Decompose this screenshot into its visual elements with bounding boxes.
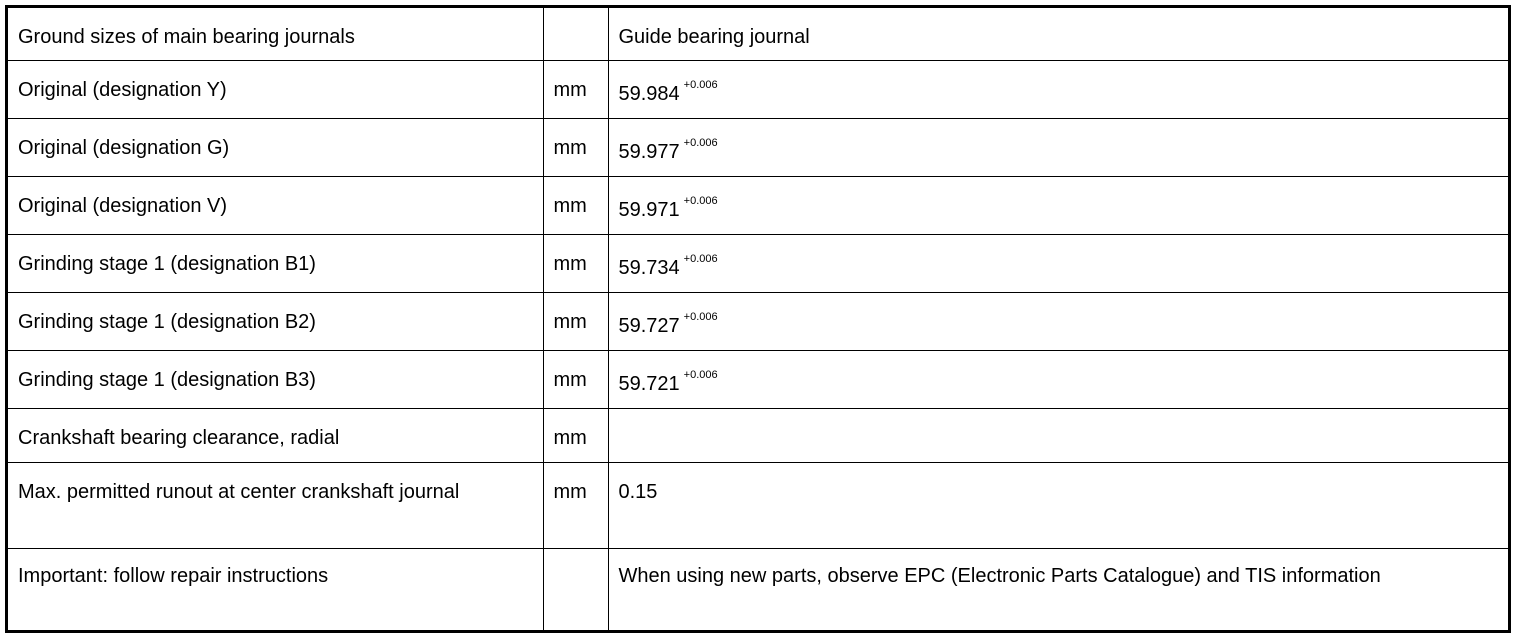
row-tolerance: +0.006: [683, 194, 718, 207]
row-value: 0.15: [608, 462, 1508, 548]
row-label: Crankshaft bearing clearance, radial: [8, 408, 543, 462]
row-tolerance: +0.006: [683, 136, 718, 149]
row-unit: mm: [543, 462, 608, 548]
table-row: [8, 60, 1508, 118]
row-unit: [543, 548, 608, 631]
header-value-cell: Guide bearing journal: [608, 8, 1508, 60]
row-unit: mm: [543, 176, 608, 234]
row-label: Grinding stage 1 (designation B2): [8, 292, 543, 350]
row-value: 59.984: [618, 82, 680, 105]
table-row: [8, 176, 1508, 234]
row-value: 59.727: [618, 314, 680, 337]
row-unit: mm: [543, 118, 608, 176]
row-value: [608, 408, 1508, 462]
row-tolerance: +0.006: [683, 78, 718, 91]
row-unit: mm: [543, 408, 608, 462]
row-label: Original (designation Y): [8, 60, 543, 118]
row-value-cell: [608, 350, 1508, 408]
row-value-cell: [608, 234, 1508, 292]
row-label: Original (designation G): [8, 118, 543, 176]
row-value-cell: [608, 118, 1508, 176]
table-header-row: [8, 8, 1508, 60]
table-row: [8, 350, 1508, 408]
row-unit: mm: [543, 234, 608, 292]
row-value-cell: [608, 176, 1508, 234]
table-row: [8, 548, 1508, 631]
row-unit: mm: [543, 60, 608, 118]
spec-sheet: [5, 5, 1511, 633]
table-row: [8, 292, 1508, 350]
table-row: [8, 462, 1508, 548]
row-label: Original (designation V): [8, 176, 543, 234]
row-value: When using new parts, observe EPC (Electronic Parts Catalogue) and TIS information: [608, 548, 1508, 631]
row-value: 59.971: [618, 198, 680, 221]
row-value: 59.721: [618, 372, 680, 395]
row-value: 59.977: [618, 140, 680, 163]
row-unit: mm: [543, 292, 608, 350]
row-value: 59.734: [618, 256, 680, 279]
header-label-cell: Ground sizes of main bearing journals: [8, 8, 543, 60]
row-unit: mm: [543, 350, 608, 408]
row-tolerance: +0.006: [683, 252, 718, 265]
table-row: [8, 118, 1508, 176]
row-label: Important: follow repair instructions: [8, 548, 543, 631]
header-unit-cell: [543, 8, 608, 60]
bearing-journal-table: [8, 8, 1508, 631]
row-tolerance: +0.006: [683, 368, 718, 381]
table-row: [8, 234, 1508, 292]
row-tolerance: +0.006: [683, 310, 718, 323]
table-row: [8, 408, 1508, 462]
row-value-cell: [608, 292, 1508, 350]
row-label: Grinding stage 1 (designation B1): [8, 234, 543, 292]
row-label: Grinding stage 1 (designation B3): [8, 350, 543, 408]
row-value-cell: [608, 60, 1508, 118]
row-label: Max. permitted runout at center crankshaft journal: [8, 462, 543, 548]
